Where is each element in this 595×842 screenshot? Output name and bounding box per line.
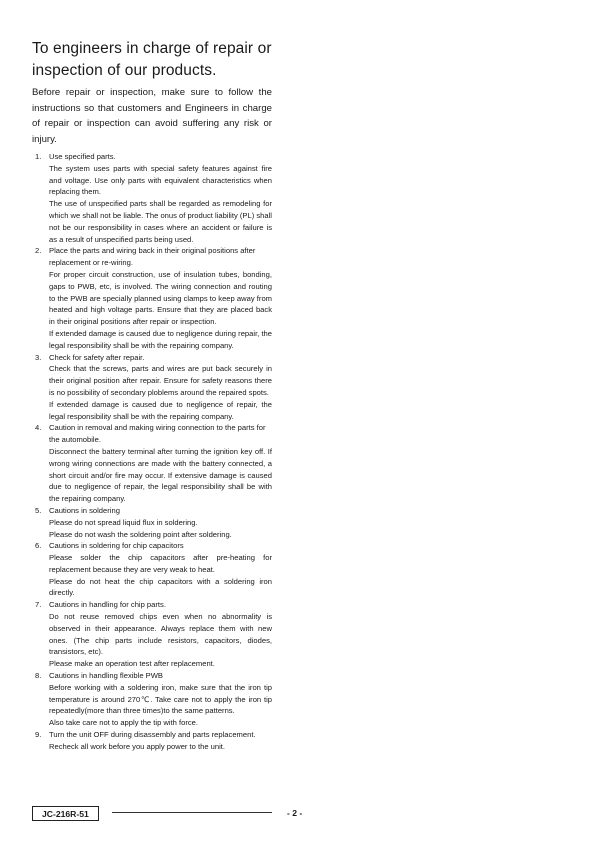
item-paragraph: Please make an operation test after replacement.	[49, 659, 215, 669]
list-item	[32, 729, 272, 753]
item-heading: Turn the unit OFF during disassembly and parts replacement.	[49, 730, 256, 740]
item-heading: Caution in removal and making wiring connection to the parts for the automobile.	[49, 423, 266, 445]
item-heading: Cautions in soldering	[49, 505, 120, 515]
item-paragraph: If extended damage is caused due to negligence during repair, the legal responsibility shall be with the repairing company.	[49, 328, 272, 350]
item-paragraph: For proper circuit construction, use of insulation tubes, bonding, gaps to PWB, etc, is involved. The wiring connection and routing to the PWB are specially planned using clamps to keep away from heated and high voltage parts. Ensure that they are placed back in their original positions after repair or inspection.	[49, 269, 272, 327]
item-number: 1.	[35, 152, 42, 161]
item-heading: Use specified parts.	[49, 152, 116, 161]
list-item	[32, 505, 272, 540]
item-heading: Check for safety after repair.	[49, 352, 145, 362]
content-column	[32, 38, 272, 753]
item-number: 8.	[35, 671, 42, 681]
page-title: To engineers in charge of repair or inspection of our products.	[32, 40, 272, 79]
item-heading: Place the parts and wiring back in their original positions after replacement or re-wiring.	[49, 246, 256, 268]
safety-instructions-list	[32, 151, 272, 753]
list-item	[32, 599, 272, 670]
item-heading: Cautions in handling for chip parts.	[49, 600, 166, 610]
item-number: 9.	[35, 730, 42, 740]
item-number: 5.	[35, 505, 42, 515]
item-heading: Cautions in handling flexible PWB	[49, 671, 163, 681]
list-item	[32, 245, 272, 351]
item-paragraph: Please solder the chip capacitors after pre-heating for replacement because they are very weak to heat.	[49, 553, 272, 574]
item-paragraph: Before working with a soldering iron, make sure that the iron tip temperature is around 270℃. Take care not to apply the iron tip repeatedly(more than three times)to the same patterns.	[49, 682, 272, 716]
item-heading: Cautions in soldering for chip capacitors	[49, 541, 184, 551]
list-item	[32, 670, 272, 729]
item-number: 3.	[35, 352, 42, 362]
list-item	[32, 151, 272, 245]
item-number: 2.	[35, 246, 42, 256]
item-paragraph: The system uses parts with special safety features against fire and voltage. Use only parts with equivalent characteristics when replacing them.	[49, 163, 272, 197]
list-item	[32, 540, 272, 599]
item-number: 6.	[35, 541, 42, 551]
list-item	[32, 352, 272, 423]
item-paragraph: Check that the screws, parts and wires are put back securely in their original position after repair. Ensure for safety reasons there is no possibility of secondary ploblems around the repaired spots.	[49, 364, 272, 397]
footer-divider	[112, 812, 272, 813]
item-paragraph: Also take care not to apply the tip with force.	[49, 718, 199, 728]
item-paragraph: Please do not wash the soldering point after soldering.	[49, 529, 232, 539]
item-paragraph: Do not reuse removed chips even when no abnormality is observed in their appearance. Always replace them with new ones. (The chip parts include resistors, capacitors, diodes, transistors, etc).	[49, 612, 272, 657]
item-number: 4.	[35, 423, 42, 433]
intro-paragraph: Before repair or inspection, make sure to follow the instructions so that customers and Engineers in charge of repair or inspection can avoid suffering any risk or injury.	[32, 87, 272, 145]
item-paragraph: If extended damage is caused due to negligence of repair, the legal responsibility shall be with the repairing company.	[49, 399, 272, 421]
list-item	[32, 422, 272, 505]
document-code: JC-216R-51	[32, 806, 99, 821]
item-number: 7.	[35, 600, 42, 610]
item-paragraph: Recheck all work before you apply power to the unit.	[49, 741, 226, 751]
item-paragraph: Disconnect the battery terminal after turning the ignition key off. If wrong wiring connections are made with the battery connected, a short circuit and/or fire may occur. If extensive damage is caused due to negligence of repair, the legal responsibility shall be with the repairing company.	[49, 446, 272, 504]
page-number: - 2 -	[287, 808, 303, 818]
item-paragraph: Please do not heat the chip capacitors with a soldering iron directly.	[49, 576, 272, 598]
item-paragraph: Please do not spread liquid flux in soldering.	[49, 517, 198, 527]
item-paragraph: The use of unspecified parts shall be regarded as remodeling for which we shall not be liable. The onus of product liability (PL) shall not be our responsibility in cases where an accident or failure is as a result of unspecified parts being used.	[49, 199, 272, 244]
